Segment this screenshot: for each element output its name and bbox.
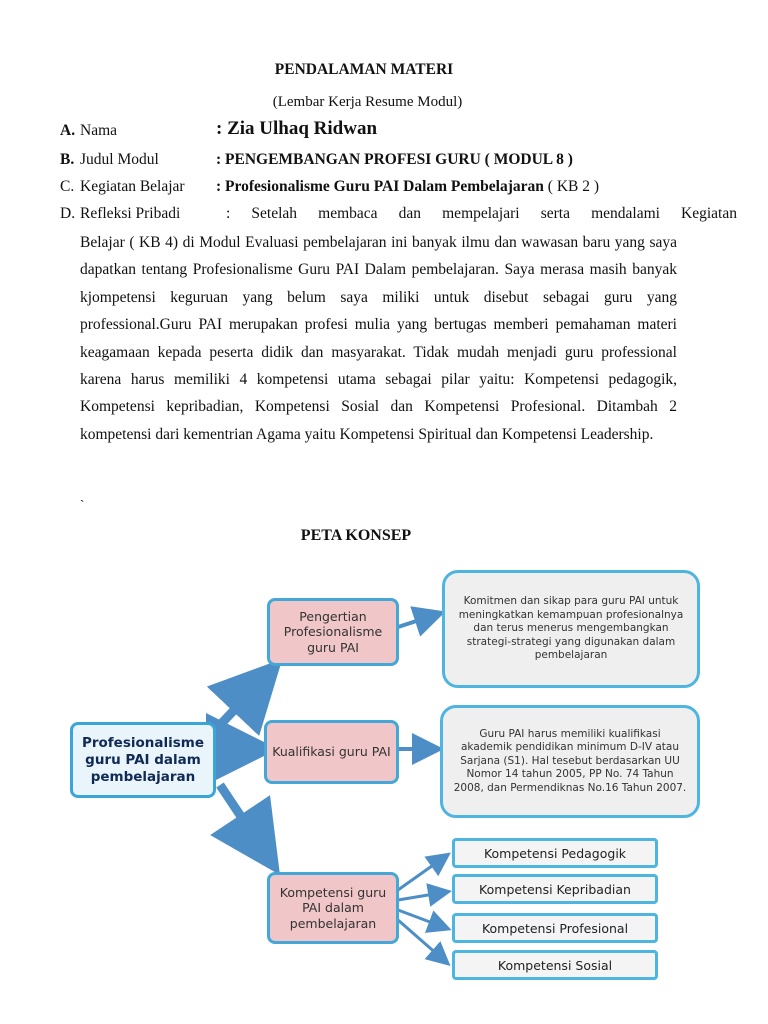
field-value: : PENGEMBANGAN PROFESI GURU ( MODUL 8 ) — [216, 151, 573, 168]
document-title: PENDALAMAN MATERI — [274, 61, 454, 78]
field-letter: D. — [60, 205, 76, 222]
field-value: : Zia Ulhaq Ridwan — [216, 118, 378, 139]
field-label: Kegiatan Belajar — [80, 178, 185, 195]
field-value: : Setelah membaca dan mempelajari serta mendalami Kegiatan — [226, 205, 737, 222]
field-label: Refleksi Pribadi — [80, 205, 181, 222]
concept-kompetensi-kepribadian: Kompetensi Kepribadian — [452, 874, 658, 904]
document-subtitle: (Lembar Kerja Resume Modul) — [272, 94, 463, 110]
field-letter: B. — [60, 151, 75, 168]
concept-kualifikasi-box: Kualifikasi guru PAI — [264, 720, 399, 784]
arrow-main-to-pengertian — [220, 672, 270, 725]
concept-pengertian-box: Pengertian Profesionalisme guru PAI — [267, 598, 399, 666]
concept-kompetensi-box: Kompetensi guru PAI dalam pembelajaran — [267, 872, 399, 944]
field-value — [216, 178, 599, 196]
arrow-kompetensi-to-pedagogik — [398, 856, 446, 890]
concept-kompetensi-profesional: Kompetensi Profesional — [452, 913, 658, 943]
field-value-bold: : Profesionalisme Guru PAI Dalam Pembelajaran — [216, 178, 544, 195]
concept-map-title: PETA KONSEP — [300, 527, 412, 544]
field-label: Nama — [80, 122, 118, 139]
arrow-pengertian-to-detail — [398, 614, 438, 627]
stray-mark: ` — [80, 497, 85, 512]
field-letter: A. — [60, 122, 76, 139]
concept-kompetensi-pedagogik: Kompetensi Pedagogik — [452, 838, 658, 868]
concept-kompetensi-sosial: Kompetensi Sosial — [452, 950, 658, 980]
concept-map — [60, 560, 704, 980]
field-letter: C. — [60, 178, 75, 195]
reflection-paragraph: Belajar ( KB 4) di Modul Evaluasi pembelajaran ini banyak ilmu dan wawasan baru yang saya dapatkan tentang Profesionalisme Guru PAI Dalam pembelajaran. Saya merasa masih banyak kjompetensi keguruan yang belum saya miliki untuk disebut sebagai guru yang professional.Guru PAI merupakan profesi mulia yang bertugas memberi pemahaman materi keagamaan kepada peserta didik dan masyarakat. Tidak mudah menjadi guru professional karena harus memiliki 4 kompetensi utama sebagai pilar yaitu: Kompetensi pedagogik, Kompetensi kepribadian, Kompetensi Sosial dan Kompetensi Profesional. Ditambah 2 kompetensi dari kementrian Agama yaitu Kompetensi Spiritual dan Kompetensi Leadership. — [80, 234, 677, 443]
arrow-kompetensi-to-kepribadian — [398, 892, 446, 900]
concept-main-box: Profesionalisme guru PAI dalam pembelajaran — [70, 722, 216, 798]
concept-pengertian-detail: Komitmen dan sikap para guru PAI untuk meningkatkan kemampuan profesionalnya dan terus menerus mengembangkan strategi-strategi yang digunakan dalam pembelajaran — [442, 570, 700, 688]
concept-kualifikasi-detail: Guru PAI harus memiliki kualifikasi akademik pendidikan minimum D-IV atau Sarjana (S1). Hal tesebut berdasarkan UU Nomor 14 tahun 2005, PP No. 74 Tahun 2008, dan Permendiknas No.16 Tahun 2007. — [440, 705, 700, 818]
arrow-main-to-kompetensi — [220, 785, 270, 860]
field-label: Judul Modul — [80, 151, 159, 168]
field-value-rest: ( KB 2 ) — [543, 178, 600, 195]
